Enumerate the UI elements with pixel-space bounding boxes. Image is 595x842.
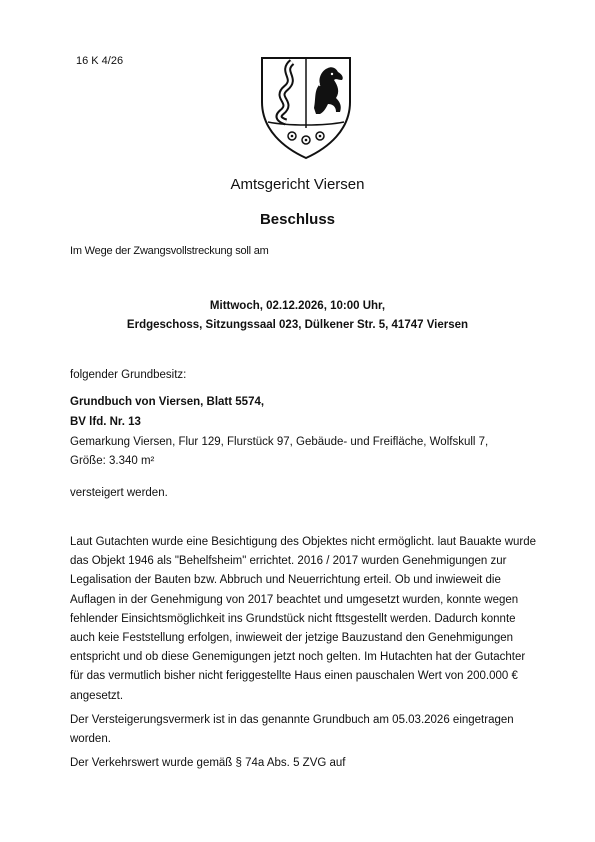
parcel-size-line: Größe: 3.340 m² bbox=[70, 455, 155, 467]
market-value-paragraph: Der Verkehrswert wurde gemäß § 74a Abs. 5 ZVG auf bbox=[70, 757, 346, 770]
auction-date-line: Mittwoch, 02.12.2026, 10:00 Uhr, bbox=[209, 300, 386, 312]
case-number: 16 K 4/26 bbox=[76, 55, 124, 67]
intro-text: Im Wege der Zwangsvollstreckung soll am bbox=[70, 245, 269, 257]
body-paragraphs bbox=[70, 533, 540, 778]
land-register-line: Grundbuch von Viersen, Blatt 5574, bbox=[70, 396, 265, 408]
document-title: Beschluss bbox=[259, 211, 336, 228]
parcel-line: Gemarkung Viersen, Flur 129, Flurstück 97, Gebäude- und Freifläche, Wolfskull 7, bbox=[70, 436, 489, 448]
court-name: Amtsgericht Viersen bbox=[230, 176, 365, 193]
land-register-entry bbox=[70, 392, 264, 432]
nrw-coat-of-arms-icon bbox=[258, 50, 354, 160]
appraisal-paragraph: Laut Gutachten wurde eine Besichtigung des Objektes nicht ermöglicht. laut Bauakte wurde das Objekt 1946 als "Behelfsheim" errichtet. 2016 / 2017 wurden Genehmigungen zur Legalisation der Bauten bzw. Abbruch und Neuerrichtung erteil. Ob und inwieweit die Auflagen in der Genehmigung von 2017 beachtet und umgesetzt wurden, konnte wegen fehlender Einsichtsmöglichkeit ins Grundstück nicht fttsgestellt werden. Dadurch konnte auch keie Feststellung erfolgen, inwieweit der jetzige Bauzustand den Genehmigungen entspricht und ob diese Genemigungen jetzt noch gelten. Im Hutachten hat der Gutachter für das vermutlich bisher nicht feriggestellte Haus einen pauschalen Wert von 200.000 € angesetzt. bbox=[70, 536, 537, 702]
registration-paragraph: Der Versteigerungsvermerk ist in das genannte Grundbuch am 05.03.2026 eingetragen worden. bbox=[70, 713, 514, 746]
inventory-number-line: BV lfd. Nr. 13 bbox=[70, 416, 141, 428]
auction-appointment bbox=[0, 297, 595, 335]
auction-location-line: Erdgeschoss, Sitzungssaal 023, Dülkener Str. 5, 41747 Viersen bbox=[126, 319, 469, 331]
property-label: folgender Grundbesitz: bbox=[70, 369, 187, 381]
parcel-description bbox=[70, 433, 488, 471]
auction-statement: versteigert werden. bbox=[70, 487, 168, 499]
